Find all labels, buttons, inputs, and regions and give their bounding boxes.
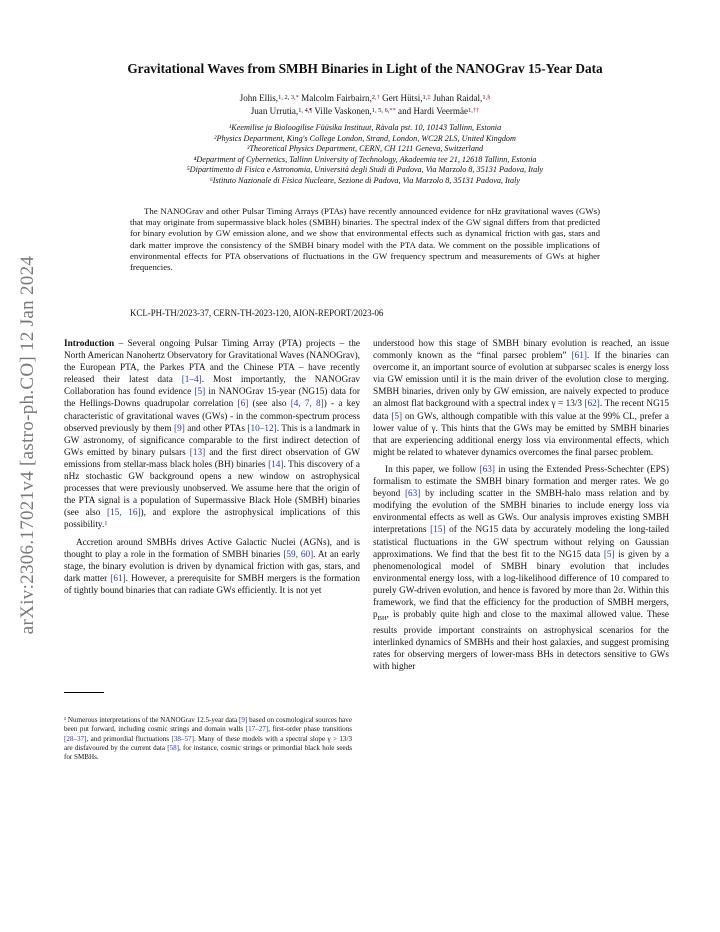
author-email-link[interactable]: ‡ (427, 94, 431, 101)
citation-link[interactable]: [61] (110, 573, 126, 584)
footnote-text: , first-order phase transitions (268, 725, 352, 734)
intro-text: and the first direct observation of GW emissions from stellar-mass black holes (BH) binaries (64, 447, 360, 470)
citation-link[interactable]: [5] (391, 411, 403, 422)
citation-link[interactable]: [61] (571, 351, 587, 362)
affiliation: ¹Keemilise ja Bioloogilise Füüsika Instituut, Rävala pst. 10, 10143 Tallinn, Estonia (228, 123, 502, 132)
author-affiliation-marker: 1, 5, 6,** (371, 107, 396, 114)
author-affiliation-marker: 1,§ (482, 94, 491, 101)
arxiv-stamp-text: arXiv:2306.17021v4 [astro-ph.CO] 12 Jan 2024 (17, 255, 38, 635)
footnote-text: , for instance, cosmic strings or primordial black hole seeds for SMBHs. (64, 743, 353, 762)
citation-link[interactable]: [15, 16] (106, 508, 141, 519)
author-email-link[interactable]: § (487, 94, 491, 101)
citation-link[interactable]: [6] (237, 399, 249, 410)
intro-heading: Introduction (64, 339, 115, 349)
method-paragraph (373, 464, 669, 673)
intro-text: (see also (248, 399, 291, 410)
affiliation-list (60, 123, 670, 187)
footnote-text: based on cosmological sources have been put forward, including cosmic strings and domain walls (64, 716, 352, 734)
method-text: BH (377, 614, 387, 622)
author-affiliation-marker: 1, 4,¶ (298, 107, 313, 114)
affiliation: ⁶Istituto Nazionale di Fisica Nucleare, Sezione di Padova, Via Marzolo 8, 35131 Padova, Italy (209, 175, 521, 185)
method-text: in using the Extended Press-Schechter (EPS) formalism to estimate the SMBH binary formation and merger rates. We go beyond (373, 464, 669, 500)
author-email-link[interactable]: † (376, 94, 380, 101)
method-text: of the NG15 data by accurately modeling the long-tailed statistical fluctuations in the GW spectrum without relying on Gaussian approximations. We find that the best fit to the NG15 data (373, 525, 669, 560)
footnote-text: . Many of these models with a spectral slope γ > 13/3 are disfavoured by the current data (64, 734, 352, 752)
final-parsec-text: on GWs, although compatible with this value at the 99% CL, prefer a lower value of γ. This hints that the GWs may be emitted by SMBH binaries that are experiencing additional energy loss via environmental effects, which might be related to whatever dynamics overcomes the final parsec problem. (373, 411, 669, 458)
footnote-text: , and primordial fluctuations (86, 734, 172, 743)
intro-text: ) - a key characteristic of gravitational waves (GWs) - in the common-spectrum process observed previously by them (64, 399, 360, 434)
accretion-text: . At an early stage, the binary evolution is driven by dynamical friction with gas, stars, and dark matter (64, 549, 360, 584)
intro-text: . This discovery of a nHz stochastic GW background opens a new window on astrophysical processes that were previously unobserved. We assume here that the origin of the PTA signal is a population of Supermassive Black Hole (SMBH) binaries (see also (64, 459, 360, 519)
right-column (373, 338, 669, 673)
author-line-2 (60, 105, 670, 118)
citation-link[interactable]: [9] (239, 716, 248, 724)
author-email-link[interactable]: †† (472, 107, 480, 114)
author-line-1 (60, 92, 670, 105)
intro-text: . This is a landmark in GW astronomy, of significance comparable to the first indirect detection of GWs emitted by binary pulsars (64, 423, 360, 458)
author-list (60, 92, 670, 118)
method-text: is given by a phenomenological model of SMBH binary evolution that includes environmental energy loss, with a log-likelihood difference of 10 compared to purely GW-driven evolution, and hence is favored by more than 2σ. Within this framework, we find that the efficiency for the production of SMBH mergers, p (373, 549, 670, 621)
author-name: Ville Vaskonen, (314, 106, 372, 116)
method-text: In this paper, we follow (385, 464, 480, 475)
author-affiliation-marker: 1, 2, 3,* (278, 94, 299, 101)
paper-title: Gravitational Waves from SMBH Binaries in Light of the NANOGrav 15-Year Data (127, 61, 603, 76)
method-text: , is probably quite high and close to the maximal allowed value. These results provide important constraints on astrophysical scenarios for the interlinked dynamics of SMBHs and their host galaxies, and suggest promising rates for observing mergers of lower-mass BHs in detectors sensitive to GWs with higher (373, 610, 669, 673)
author-affiliation-marker: 1,‡ (422, 94, 431, 101)
author-name: Malcolm Fairbairn, (301, 93, 372, 103)
author-name: Juhan Raidal, (432, 93, 483, 103)
author-name: John Ellis, (239, 93, 279, 103)
final-parsec-text: . If the binaries can overcome it, an important source of evolution at subparsec scales is energy loss via GW emission until it is the main driver of the evolution close to merging. SMBH binaries, driven only by GW emission, are naively expected to produce an almost flat background with a spectral index γ = 13/3 (373, 351, 669, 410)
intro-text: and other PTAs (184, 423, 248, 434)
intro-text: ), and explore the astrophysical implications of this possibility. (64, 508, 360, 531)
affiliation: ²Physics Department, King's College London, Strand, London, WC2R 2LS, United Kingdom (214, 133, 516, 143)
final-parsec-text: . The recent NG15 data (373, 399, 670, 422)
accretion-text: . However, a prerequisite for SMBH mergers is the formation of tightly bound binaries that can radiate GWs efficiently. It is not yet (64, 573, 361, 596)
footnote (64, 716, 352, 762)
arxiv-stamp (8, 230, 48, 660)
citation-link[interactable]: [14] (268, 459, 284, 470)
author-name: Juan Urrutia, (250, 106, 299, 116)
citation-link[interactable]: [4, 7, 8] (290, 399, 324, 410)
citation-link[interactable]: [1–4] (181, 375, 202, 386)
citation-link[interactable]: [13] (189, 447, 206, 458)
affiliation: ⁵Dipartimento di Fisica e Astronomia, Università degli Studi di Padova, Via Marzolo 8, 35131 Padova, Italy (186, 165, 544, 175)
intro-text: – Several ongoing Pulsar Timing Array (PTA) projects – the North American Nanohertz Observatory for Gravitational Waves (NANOGrav), the European PTA, the Parkes PTA and the Chinese PTA – have recently released their latest data (64, 339, 360, 386)
citation-link[interactable]: [59, 60] (283, 549, 314, 560)
author-affiliation-marker: 1,†† (468, 107, 480, 114)
affiliation: ⁴Department of Cybernetics, Tallinn University of Technology, Akadeemia tee 21, 12618 Tallinn, Estonia (193, 154, 537, 164)
report-numbers: KCL-PH-TH/2023-37, CERN-TH-2023-120, AION-REPORT/2023-06 (130, 308, 384, 318)
accretion-text: Accretion around SMBHs drives Active Galactic Nuclei (AGNs), and is thought to play a role in the formation of SMBH binaries (64, 537, 360, 560)
method-text: by including scatter in the SMBH-halo mass relation and by modifying the evolution of the SMBH binaries to include energy loss via environmental effects as well as GWs. Our analysis improves existing SMBH interpretations (373, 489, 669, 536)
final-parsec-paragraph (373, 338, 669, 459)
citation-link[interactable]: [15] (430, 525, 446, 536)
citation-link[interactable]: [28–37] (64, 734, 87, 743)
citation-link[interactable]: [58] (167, 743, 180, 752)
citation-link[interactable]: [38–57] (171, 734, 194, 743)
left-column (64, 338, 360, 597)
intro-text: . Most importantly, the NANOGrav Collaboration has found evidence (64, 375, 360, 398)
final-parsec-text: understood how this stage of SMBH binary evolution is reached, an issue commonly known as the “final parsec problem” (373, 339, 669, 362)
affiliation: ³Theoretical Physics Department, CERN, CH 1211 Geneva, Switzerland (246, 144, 484, 154)
abstract: The NANOGrav and other Pulsar Timing Arrays (PTAs) have recently announced evidence for nHz gravitational waves (GWs) that may originate from supermassive black holes (SMBH) binaries. The spectral index of the GW signal differs from that predicted for binary evolution by GW emission alone, and we show that environmental effects such as dynamical friction with gas, stars and dark matter improve the consistency of the SMBH binary model with the PTA data. We comment on the possible implications of environmental effects for PTA observations of fluctuations in the GW frequency spectrum and measurements of GWs at higher frequencies. (130, 206, 600, 273)
citation-link[interactable]: [17–27] (245, 725, 269, 734)
citation-link[interactable]: [5] (194, 387, 206, 398)
citation-link[interactable]: [62] (584, 399, 600, 410)
author-email-link[interactable]: ¶ (309, 107, 313, 114)
intro-paragraph (64, 338, 360, 532)
citation-link[interactable]: [9] (174, 423, 185, 434)
author-email-link[interactable]: * (295, 94, 299, 101)
citation-link[interactable]: 1 (104, 520, 108, 528)
citation-link[interactable]: [63] (479, 464, 496, 475)
citation-link[interactable]: [10–12] (247, 423, 277, 434)
footnote-rule (64, 692, 104, 693)
author-affiliation-marker: 2,† (371, 94, 380, 101)
footnote-text: ¹ Numerous interpretations of the NANOGrav 12.5-year data (64, 716, 240, 724)
author-name: Gert Hütsi, (382, 93, 423, 103)
author-name: and Hardi Veermäe (398, 106, 469, 116)
citation-link[interactable]: [5] (603, 549, 615, 560)
author-email-link[interactable]: ** (389, 107, 396, 114)
accretion-paragraph (64, 537, 360, 597)
intro-text: in NANOGrav 15-year (NG15) data for the Hellings-Downs quadrupolar correlation (64, 387, 360, 410)
citation-link[interactable]: [63] (404, 489, 421, 500)
